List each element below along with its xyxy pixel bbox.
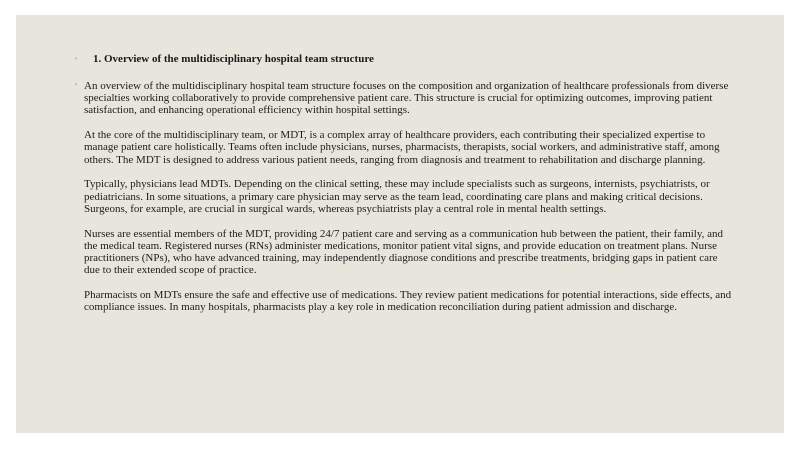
bullet-icon: ◦	[74, 81, 79, 89]
slide-heading: 1. Overview of the multidisciplinary hospital team structure	[93, 53, 374, 65]
heading-row	[74, 53, 374, 65]
paragraph: Pharmacists on MDTs ensure the safe and effective use of medications. They review patient medications for potential interactions, side effects, and compliance issues. In many hospitals, pharmacists play a key role in medication reconciliation during patient admission and discharge.	[84, 289, 732, 314]
paragraph: Typically, physicians lead MDTs. Depending on the clinical setting, these may include specialists such as surgeons, internists, psychiatrists, or pediatricians. In some situations, a primary care physician may serve as the team lead, coordinating care plans and making critical decisions. Surgeons, for example, are crucial in surgical wards, whereas psychiatrists play a central role in mental health settings.	[84, 178, 710, 215]
body-bullet-row	[74, 79, 84, 91]
paragraph: Nurses are essential members of the MDT, providing 24/7 patient care and serving as a communication hub between the patient, their family, and the medical team. Registered nurses (RNs) administer medications, monitor patient vital signs, and provide education on treatment plans. Nurse practitioners (NPs), who have advanced training, may independently diagnose conditions and prescribe treatments, bridging gaps in patient care due to their extended scope of practice.	[84, 227, 724, 277]
paragraph: At the core of the multidisciplinary team, or MDT, is a complex array of healthcare providers, each contributing their specialized expertise to manage patient care holistically. Teams often include physicians, nurses, pharmacists, therapists, social workers, and administrative staff, among others. The MDT is designed to address various patient needs, ranging from diagnosis and treatment to rehabilitation and discharge planning.	[84, 129, 720, 166]
slide	[16, 15, 784, 433]
bullet-icon: ◦	[74, 55, 79, 63]
slide-body	[84, 80, 736, 326]
paragraph: An overview of the multidisciplinary hospital team structure focuses on the composition and organization of healthcare professionals from diverse specialties working collaboratively to provide comprehensive patient care. This structure is crucial for optimizing outcomes, improving patient satisfaction, and enhancing operational efficiency within hospital settings.	[84, 80, 729, 117]
